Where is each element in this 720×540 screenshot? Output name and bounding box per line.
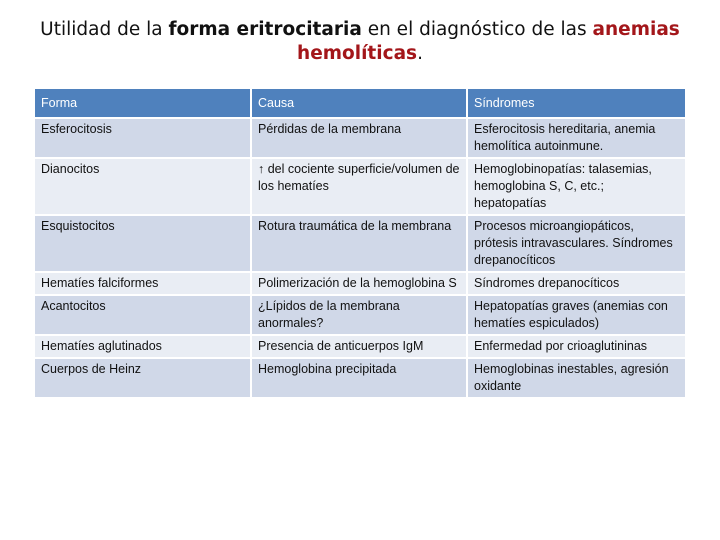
- erythrocyte-shape-table: [35, 89, 685, 397]
- cell-sindromes: Enfermedad por crioaglutininas: [467, 335, 685, 358]
- cell-causa: ↑ del cociente superficie/volumen de los hematíes: [251, 158, 467, 215]
- table-row: [35, 358, 685, 397]
- table-row: [35, 335, 685, 358]
- title-emphasis-anemias: anemias hemolíticas: [297, 19, 680, 64]
- title-text-1: Utilidad de la: [40, 19, 169, 40]
- cell-forma: Esferocitosis: [35, 118, 251, 158]
- cell-causa: Hemoglobina precipitada: [251, 358, 467, 397]
- cell-causa: Rotura traumática de la membrana: [251, 215, 467, 272]
- title-text-2: en el diagnóstico de las: [361, 19, 593, 40]
- table-row: [35, 118, 685, 158]
- cell-causa: Polimerización de la hemoglobina S: [251, 272, 467, 295]
- cell-causa: Pérdidas de la membrana: [251, 118, 467, 158]
- cell-sindromes: Hepatopatías graves (anemias con hematíes espiculados): [467, 295, 685, 335]
- cell-causa: Presencia de anticuerpos IgM: [251, 335, 467, 358]
- title-text-3: .: [417, 43, 423, 64]
- table-row: [35, 215, 685, 272]
- table-row: [35, 295, 685, 335]
- table-header-row: [35, 89, 685, 118]
- cell-causa: ¿Lípidos de la membrana anormales?: [251, 295, 467, 335]
- table-row: [35, 158, 685, 215]
- header-sindromes: Síndromes: [467, 89, 685, 118]
- cell-forma: Acantocitos: [35, 295, 251, 335]
- slide-title: [30, 18, 690, 66]
- cell-sindromes: Hemoglobinas inestables, agresión oxidante: [467, 358, 685, 397]
- header-causa: Causa: [251, 89, 467, 118]
- cell-forma: Cuerpos de Heinz: [35, 358, 251, 397]
- cell-forma: Hematíes aglutinados: [35, 335, 251, 358]
- cell-forma: Dianocitos: [35, 158, 251, 215]
- cell-sindromes: Hemoglobinopatías: talasemias, hemoglobina S, C, etc.; hepatopatías: [467, 158, 685, 215]
- cell-forma: Esquistocitos: [35, 215, 251, 272]
- header-forma: Forma: [35, 89, 251, 118]
- title-emphasis-forma: forma eritrocitaria: [168, 19, 362, 40]
- cell-sindromes: Procesos microangiopáticos, prótesis intravasculares. Síndromes drepanocíticos: [467, 215, 685, 272]
- cell-sindromes: Esferocitosis hereditaria, anemia hemolítica autoinmune.: [467, 118, 685, 158]
- cell-forma: Hematíes falciformes: [35, 272, 251, 295]
- cell-sindromes: Síndromes drepanocíticos: [467, 272, 685, 295]
- table-row: [35, 272, 685, 295]
